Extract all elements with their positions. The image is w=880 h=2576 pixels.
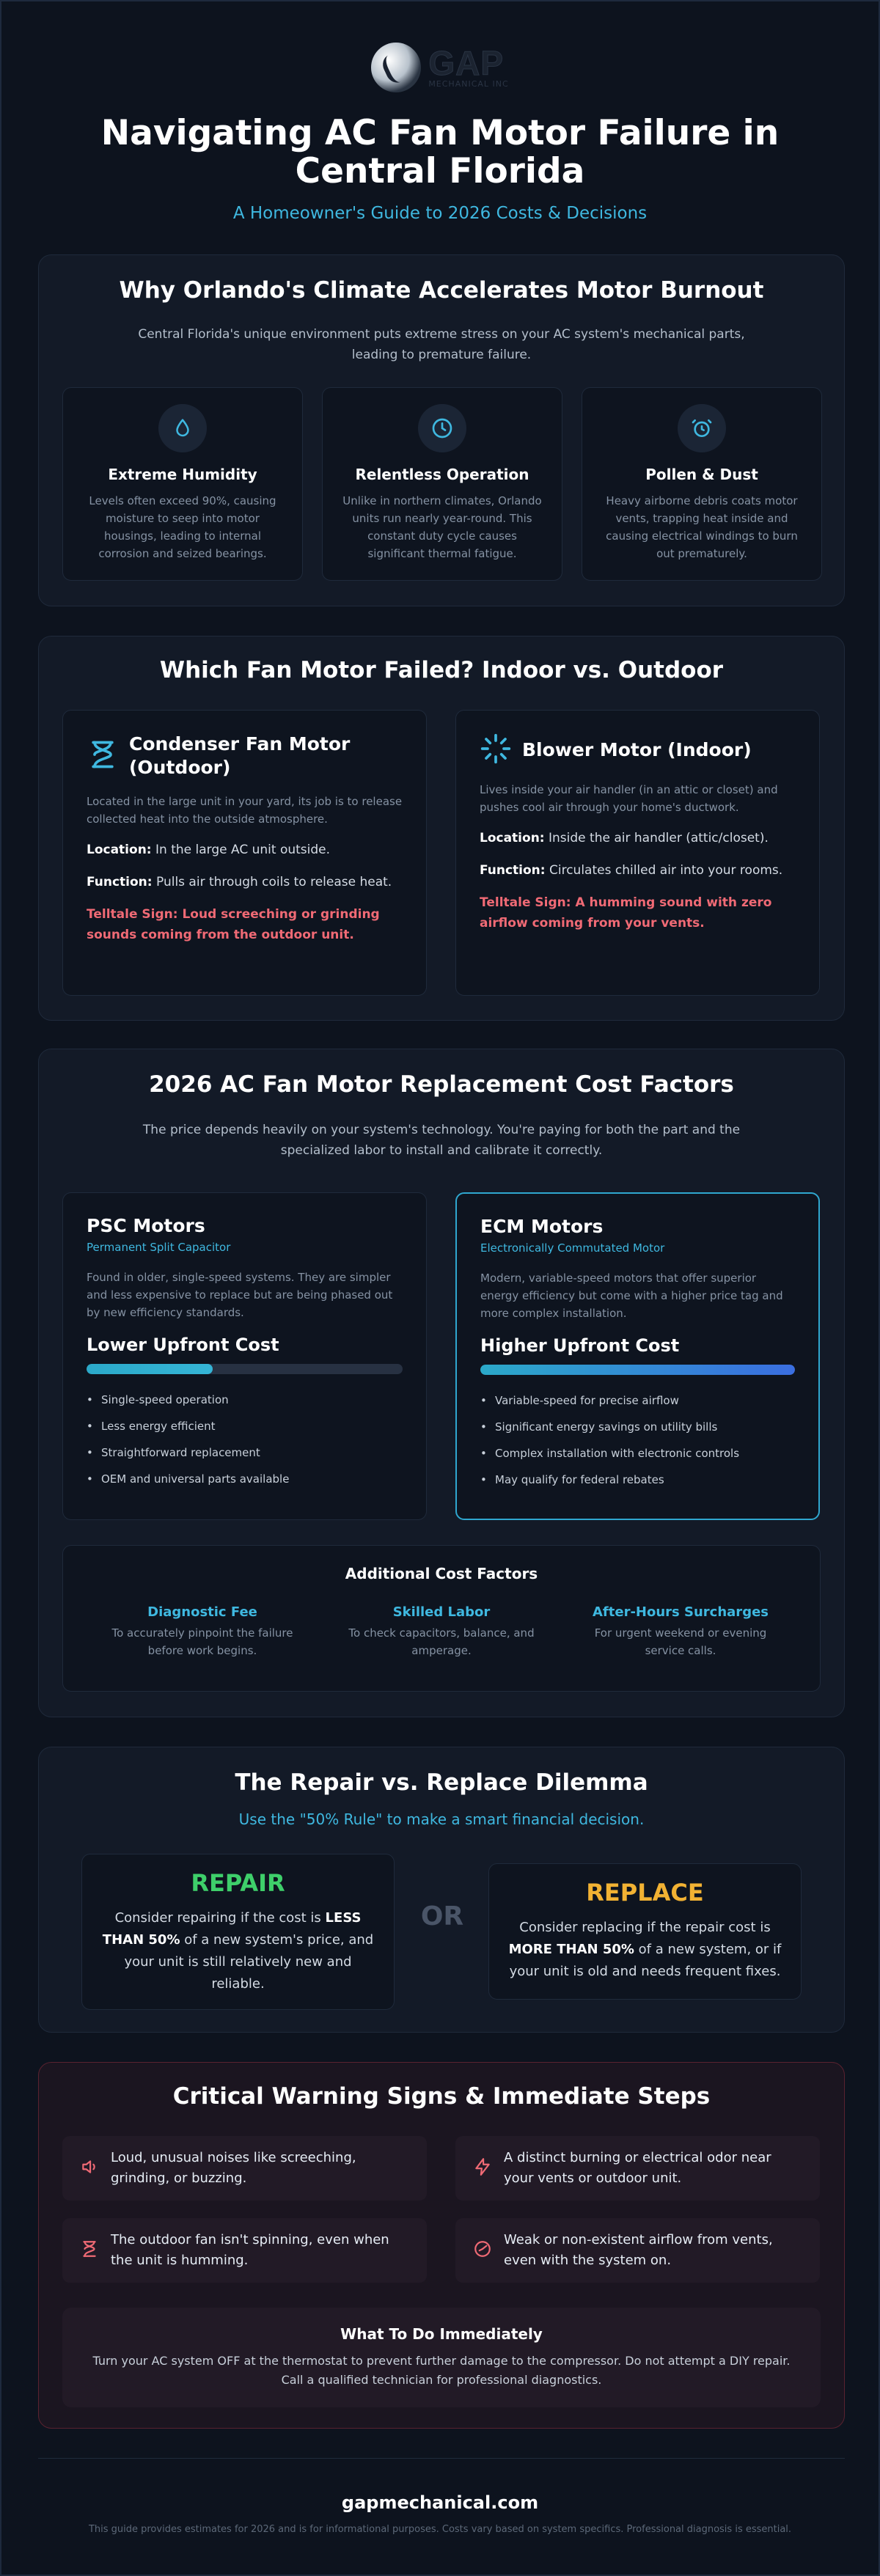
repair-title: REPAIR	[191, 1869, 285, 1897]
feature-title: Relentless Operation	[355, 466, 529, 483]
cost-label: Lower Upfront Cost	[87, 1335, 279, 1355]
blower-motor-card	[455, 710, 820, 996]
ecm-motor-card	[455, 1192, 820, 1520]
list-item: • OEM and universal parts available	[87, 1471, 403, 1487]
motor-function: Function: Pulls air through coils to release heat.	[87, 875, 392, 889]
page-title: Navigating AC Fan Motor Failure in Central Florida	[100, 113, 780, 191]
psc-motor-card	[62, 1192, 427, 1520]
immediate-text: Turn your AC system OFF at the thermostat to prevent further damage to the compressor. Do not attempt a DIY repair. Call a qualified technician for professional diagnostics.	[92, 2354, 791, 2387]
feature-card-pollen	[582, 387, 822, 581]
tech-desc: Found in older, single-speed systems. They are simpler and less expensive to replace but are being phased out by new efficiency standards.	[87, 1271, 393, 1319]
feature-card-humidity	[62, 387, 303, 581]
which-motor-title: Which Fan Motor Failed? Indoor vs. Outdoor	[159, 657, 724, 683]
additional-cost-name: After-Hours Surcharges	[593, 1604, 769, 1620]
cost-factors-desc: The price depends heavily on your system's technology. You're paying for both the part and the specialized labor to install and calibrate it correctly.	[142, 1123, 741, 1158]
additional-cost-text: To accurately pinpoint the failure before work begins.	[111, 1626, 293, 1657]
cost-label: Higher Upfront Cost	[480, 1335, 680, 1356]
motor-desc: Lives inside your air handler (in an attic or closet) and pushes cool air through your home's ductwork.	[480, 783, 778, 814]
logo-word: GAP	[428, 43, 504, 82]
repair-card	[81, 1854, 395, 2010]
warning-signs-section	[38, 2062, 845, 2429]
motor-desc: Located in the large unit in your yard, its job is to release collected heat into the outside atmosphere.	[87, 795, 403, 826]
hourglass-icon	[80, 2239, 99, 2261]
motor-location: Location: In the large AC unit outside.	[87, 843, 331, 857]
hourglass-icon	[87, 738, 119, 774]
list-item: • Single-speed operation	[87, 1392, 403, 1408]
replace-text: Consider replacing if the repair cost is MORE THAN 50% of a new system, or if your unit is old and needs frequent fixes.	[508, 1920, 782, 1979]
motor-function: Function: Circulates chilled air into your rooms.	[480, 863, 783, 878]
which-motor-section	[38, 636, 845, 1021]
cost-factors-title: 2026 AC Fan Motor Replacement Cost Factors	[149, 1071, 734, 1098]
clock-icon	[418, 404, 466, 452]
lightning-icon	[473, 2157, 492, 2179]
repair-text: Consider repairing if the cost is LESS THAN 50% of a new system's price, and your unit is still relatively new and reliable.	[102, 1910, 374, 1992]
logo-sub: MECHANICAL INC	[428, 78, 509, 89]
warning-item	[455, 2218, 820, 2283]
footer-disclaimer: This guide provides estimates for 2026 and is for informational purposes. Costs vary based on system specifics. Professional diagnosis is essential.	[88, 2524, 792, 2535]
warning-item	[455, 2136, 820, 2201]
replace-title: REPLACE	[586, 1879, 704, 1907]
tech-bullets	[87, 1392, 403, 1487]
feature-text: Heavy airborne debris coats motor vents, trapping heat inside and causing electrical windings to burn out prematurely.	[606, 494, 798, 560]
additional-cost-card	[62, 1545, 821, 1692]
tech-title: ECM Motors	[480, 1216, 604, 1237]
tech-desc: Modern, variable-speed motors that offer superior energy efficiency but come with a higher price tag and more complex installation.	[480, 1272, 783, 1320]
warning-text: The outdoor fan isn't spinning, even when the unit is humming.	[111, 2232, 389, 2268]
additional-cost-item	[339, 1604, 544, 1659]
additional-cost-text: To check capacitors, balance, and amperage.	[348, 1626, 535, 1657]
replace-card	[488, 1863, 802, 2000]
list-item: • Straightforward replacement	[87, 1445, 403, 1461]
tech-subtitle: Permanent Split Capacitor	[87, 1241, 231, 1254]
climate-desc: Central Florida's unique environment puts extreme stress on your AC system's mechanical parts, leading to premature failure.	[138, 327, 745, 362]
tech-bullets	[480, 1392, 795, 1488]
feature-title: Pollen & Dust	[645, 466, 758, 483]
climate-section	[38, 254, 845, 606]
tech-title: PSC Motors	[87, 1215, 205, 1236]
additional-cost-item	[100, 1604, 305, 1659]
company-logo[interactable]	[371, 38, 508, 97]
motor-telltale: Telltale Sign: A humming sound with zero airflow coming from your vents.	[480, 895, 772, 931]
list-item: • Variable-speed for precise airflow	[480, 1392, 795, 1409]
feature-card-operation	[322, 387, 562, 581]
header	[1, 1, 879, 223]
list-item: • Complex installation with electronic controls	[480, 1445, 795, 1461]
footer-divider	[38, 2458, 845, 2459]
motor-title: Blower Motor (Indoor)	[522, 739, 752, 760]
cost-bar	[87, 1364, 403, 1374]
immediate-title: What To Do Immediately	[340, 2325, 543, 2343]
page-subtitle: A Homeowner's Guide to 2026 Costs & Decisions	[232, 204, 648, 223]
feature-text: Unlike in northern climates, Orlando units run nearly year-round. This constant duty cycle causes significant thermal fatigue.	[342, 494, 542, 560]
warning-text: Weak or non-existent airflow from vents, even with the system on.	[504, 2232, 773, 2268]
footer-website-link[interactable]: gapmechanical.com	[341, 2492, 539, 2513]
tech-subtitle: Electronically Commutated Motor	[480, 1241, 665, 1255]
motor-location: Location: Inside the air handler (attic/closet).	[480, 831, 769, 845]
additional-cost-title: Additional Cost Factors	[345, 1565, 538, 1582]
warning-text: A distinct burning or electrical odor near your vents or outdoor unit.	[504, 2150, 771, 2186]
warning-item	[62, 2218, 427, 2283]
condenser-motor-card	[62, 710, 427, 996]
speaker-icon	[80, 2157, 99, 2179]
fifty-percent-rule: Use the "50% Rule" to make a smart financial decision.	[238, 1810, 645, 1828]
warning-title: Critical Warning Signs & Immediate Steps	[172, 2083, 711, 2110]
motor-title: Condenser Fan Motor (Outdoor)	[129, 733, 351, 778]
gauge-icon	[473, 2239, 492, 2261]
list-item: • Significant energy savings on utility bills	[480, 1419, 795, 1435]
warning-item	[62, 2136, 427, 2201]
immediate-steps-card	[62, 2308, 821, 2407]
loader-icon	[480, 733, 512, 768]
climate-title: Why Orlando's Climate Accelerates Motor Burnout	[119, 277, 764, 304]
cost-bar-fill	[87, 1364, 213, 1374]
additional-cost-name: Skilled Labor	[392, 1604, 491, 1620]
additional-cost-name: Diagnostic Fee	[147, 1604, 257, 1620]
alarm-icon	[678, 404, 726, 452]
warning-text: Loud, unusual noises like screeching, grinding, or buzzing.	[111, 2150, 356, 2186]
cost-bar-fill	[480, 1365, 795, 1375]
or-divider: OR	[420, 1901, 464, 1931]
list-item: • Less energy efficient	[87, 1418, 403, 1434]
additional-cost-item	[578, 1604, 783, 1659]
motor-telltale: Telltale Sign: Loud screeching or grinding sounds coming from the outdoor unit.	[87, 907, 380, 942]
list-item: • May qualify for federal rebates	[480, 1472, 795, 1488]
cost-bar	[480, 1365, 795, 1375]
feature-title: Extreme Humidity	[108, 466, 257, 483]
additional-cost-text: For urgent weekend or evening service calls.	[594, 1626, 767, 1657]
logo-mark-icon	[371, 43, 421, 92]
dilemma-title: The Repair vs. Replace Dilemma	[235, 1769, 648, 1796]
repair-replace-section	[38, 1747, 845, 2033]
feature-text: Levels often exceed 90%, causing moisture to seep into motor housings, leading to internal corrosion and seized bearings.	[89, 494, 276, 560]
cost-factors-section	[38, 1049, 845, 1717]
droplet-icon	[158, 404, 207, 452]
